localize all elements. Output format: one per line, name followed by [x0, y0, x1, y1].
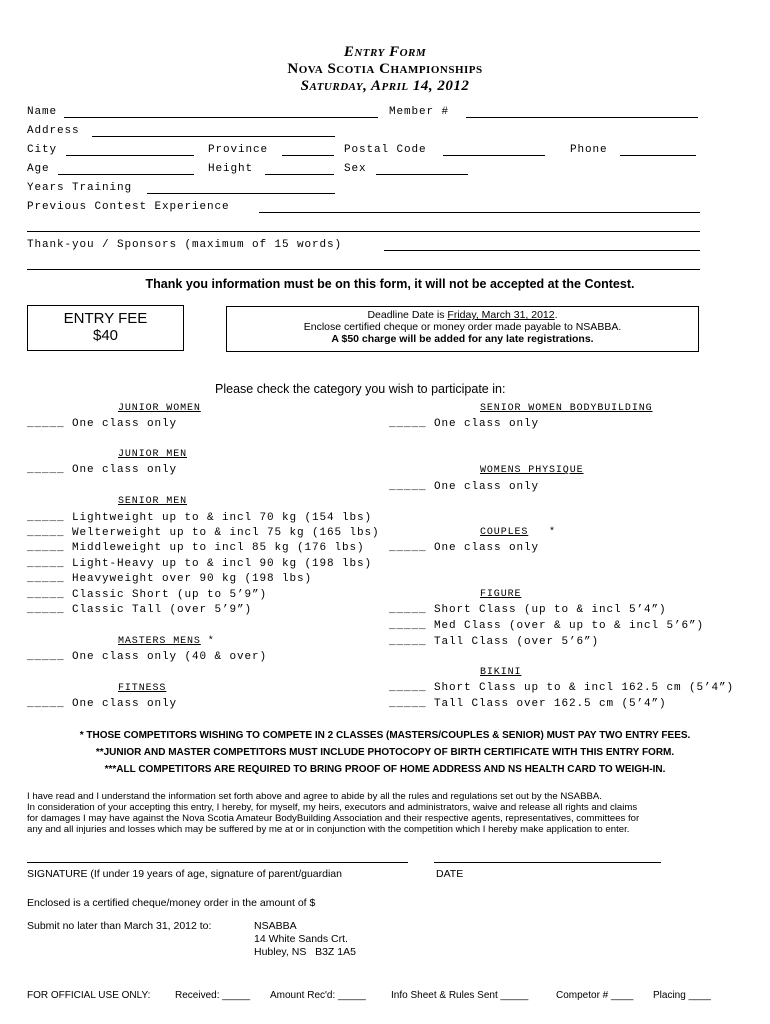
entry-fee-box	[27, 305, 184, 351]
senior-men-option-1: Lightweight up to & incl 70 kg (154 lbs)	[72, 512, 373, 524]
signature-label: SIGNATURE (If under 19 years of age, signature of parent/guardian	[27, 868, 342, 880]
address-label: Address	[27, 125, 80, 137]
figure-option-1: Short Class (up to & incl 5’4”)	[434, 604, 667, 616]
city-field[interactable]	[66, 155, 194, 156]
category-prompt: Please check the category you wish to participate in:	[215, 382, 506, 396]
womens-physique-heading: WOMENS PHYSIQUE	[480, 465, 584, 476]
deadline-line	[227, 309, 698, 321]
submit-street: 14 White Sands Crt.	[254, 933, 348, 945]
name-field[interactable]	[64, 117, 378, 118]
senior-women-heading: SENIOR WOMEN BODYBUILDING	[480, 403, 653, 414]
junior-women-heading: JUNIOR WOMEN	[118, 403, 201, 414]
postal-code-field[interactable]	[443, 155, 545, 156]
womens-physique-option: One class only	[434, 481, 540, 493]
official-info-sheet: Info Sheet & Rules Sent _____	[391, 990, 529, 1001]
entry-fee-amount: $40	[92, 327, 119, 344]
contest-notice: Thank you information must be on this form, it will not be accepted at the Contest.	[145, 277, 635, 291]
postal-code-label: Postal Code	[344, 144, 427, 156]
official-received: Received: _____	[175, 990, 251, 1001]
senior-men-option-2: Welterweight up to & incl 75 kg (165 lbs)	[72, 527, 380, 539]
deadline-prefix: Deadline Date is	[367, 309, 448, 321]
province-field[interactable]	[282, 155, 334, 156]
senior-men-checkbox-6[interactable]: _____	[27, 589, 65, 601]
submit-org: NSABBA	[254, 920, 297, 932]
couples-heading: COUPLES	[480, 527, 529, 538]
figure-heading: FIGURE	[480, 589, 522, 600]
height-field[interactable]	[265, 174, 334, 175]
masters-mens-star: *	[207, 636, 215, 647]
fitness-option: One class only	[72, 698, 178, 710]
figure-checkbox-2[interactable]: _____	[389, 620, 427, 632]
date-label: DATE	[436, 868, 464, 880]
waiver-line-2: In consideration of your accepting this entry, I hereby, for myself, my heirs, executors and administrators, waive and release all rights and claims	[27, 802, 638, 813]
senior-women-option: One class only	[434, 418, 540, 430]
sex-label: Sex	[344, 163, 367, 175]
senior-men-heading: SENIOR MEN	[118, 496, 188, 507]
fitness-checkbox[interactable]: _____	[27, 698, 65, 710]
junior-men-checkbox[interactable]: _____	[27, 464, 65, 476]
junior-women-checkbox[interactable]: _____	[27, 418, 65, 430]
official-competitor: Competor # ____	[556, 990, 634, 1001]
deadline-box	[226, 306, 699, 352]
phone-label: Phone	[570, 144, 608, 156]
senior-men-checkbox-3[interactable]: _____	[27, 542, 65, 554]
senior-men-checkbox-1[interactable]: _____	[27, 512, 65, 524]
figure-checkbox-3[interactable]: _____	[389, 636, 427, 648]
official-placing: Placing ____	[653, 990, 711, 1001]
waiver-line-3: for damages I may have against the Nova Scotia Amateur BodyBuilding Association and their respective agents, representatives, committees for	[27, 813, 640, 824]
senior-men-checkbox-7[interactable]: _____	[27, 604, 65, 616]
senior-men-option-5: Heavyweight over 90 kg (198 lbs)	[72, 573, 313, 585]
height-label: Height	[208, 163, 254, 175]
phone-field[interactable]	[620, 155, 696, 156]
junior-men-option: One class only	[72, 464, 178, 476]
bikini-option-1: Short Class up to & incl 162.5 cm (5’4”)	[434, 682, 735, 694]
member-field[interactable]	[466, 117, 698, 118]
event-date: Saturday, April 14, 2012	[300, 78, 470, 94]
sponsors-field-2[interactable]	[27, 269, 700, 270]
age-field[interactable]	[58, 174, 194, 175]
entry-fee-label: ENTRY FEE	[63, 310, 148, 327]
address-field[interactable]	[92, 136, 335, 137]
bikini-heading: BIKINI	[480, 667, 522, 678]
previous-experience-field[interactable]	[259, 212, 700, 213]
senior-men-option-6: Classic Short (up to 5’9”)	[72, 589, 268, 601]
senior-men-checkbox-2[interactable]: _____	[27, 527, 65, 539]
couples-star: *	[549, 527, 556, 538]
masters-mens-option: One class only (40 & over)	[72, 651, 268, 663]
age-label: Age	[27, 163, 50, 175]
note-birth-certificate: **JUNIOR AND MASTER COMPETITORS MUST INCLUDE PHOTOCOPY OF BIRTH CERTIFICATE WITH THIS ENTRY FORM.	[95, 747, 675, 758]
city-label: City	[27, 144, 58, 156]
junior-women-option: One class only	[72, 418, 178, 430]
figure-checkbox-1[interactable]: _____	[389, 604, 427, 616]
figure-option-2: Med Class (over & up to & incl 5’6”)	[434, 620, 705, 632]
waiver-line-1: I have read and I understand the information set forth above and agree to abide by all the rules and regulations set out by the NSABBA.	[27, 791, 602, 802]
years-training-field[interactable]	[147, 193, 335, 194]
couples-checkbox[interactable]: _____	[389, 542, 427, 554]
couples-heading-row	[480, 527, 556, 538]
province-label: Province	[208, 144, 269, 156]
event-name: Nova Scotia Championships	[287, 61, 483, 77]
bikini-checkbox-1[interactable]: _____	[389, 682, 427, 694]
bikini-checkbox-2[interactable]: _____	[389, 698, 427, 710]
deadline-date: Friday, March 31, 2012	[447, 309, 555, 321]
submit-label: Submit no later than March 31, 2012 to:	[27, 920, 212, 932]
official-use-label: FOR OFFICIAL USE ONLY:	[27, 990, 151, 1001]
senior-men-checkbox-5[interactable]: _____	[27, 573, 65, 585]
masters-mens-heading: MASTERS MENS	[118, 636, 201, 647]
senior-men-option-4: Light-Heavy up to & incl 90 kg (198 lbs)	[72, 558, 373, 570]
form-title: Entry Form	[343, 44, 427, 60]
figure-option-3: Tall Class (over 5’6”)	[434, 636, 600, 648]
enclosed-amount: Enclosed is a certified cheque/money order in the amount of $	[27, 897, 316, 909]
name-label: Name	[27, 106, 58, 118]
note-two-classes: * THOSE COMPETITORS WISHING TO COMPETE IN 2 CLASSES (MASTERS/COUPLES & SENIOR) MUST PAY TWO ENTRY FEES.	[79, 730, 691, 741]
payment-instructions: Enclose certified cheque or money order made payable to NSABBA.	[303, 321, 622, 333]
member-label: Member #	[389, 106, 450, 118]
sponsors-label: Thank-you / Sponsors (maximum of 15 words)	[27, 239, 343, 251]
date-field[interactable]	[434, 862, 661, 863]
bikini-option-2: Tall Class over 162.5 cm (5’4”)	[434, 698, 667, 710]
years-training-label: Years Training	[27, 182, 133, 194]
couples-option: One class only	[434, 542, 540, 554]
womens-physique-checkbox[interactable]: _____	[389, 481, 427, 493]
senior-men-option-3: Middleweight up to incl 85 kg (176 lbs)	[72, 542, 365, 554]
submit-city: Hubley, NS B3Z 1A5	[254, 946, 356, 958]
junior-men-heading: JUNIOR MEN	[118, 449, 188, 460]
masters-mens-checkbox[interactable]: _____	[27, 651, 65, 663]
senior-women-checkbox[interactable]: _____	[389, 418, 427, 430]
senior-men-option-7: Classic Tall (over 5’9”)	[72, 604, 253, 616]
senior-men-checkbox-4[interactable]: _____	[27, 558, 65, 570]
note-proof-of-address: ***ALL COMPETITORS ARE REQUIRED TO BRING PROOF OF HOME ADDRESS AND NS HEALTH CARD TO WEIGH-IN.	[104, 764, 666, 775]
waiver-line-4: any and all injuries and losses which may be suffered by me at or in conjunction with the competition which I hereby make application to enter.	[27, 824, 630, 835]
fitness-heading: FITNESS	[118, 683, 167, 694]
late-charge: A $50 charge will be added for any late registrations.	[331, 333, 594, 345]
masters-mens-heading-row	[118, 636, 215, 647]
official-amount: Amount Rec'd: _____	[270, 990, 366, 1001]
sponsors-field[interactable]	[384, 250, 700, 251]
previous-experience-label: Previous Contest Experience	[27, 201, 230, 213]
signature-field[interactable]	[27, 862, 408, 863]
deadline-suffix: .	[554, 309, 558, 321]
sex-field[interactable]	[376, 174, 468, 175]
previous-experience-field-2[interactable]	[27, 231, 700, 232]
